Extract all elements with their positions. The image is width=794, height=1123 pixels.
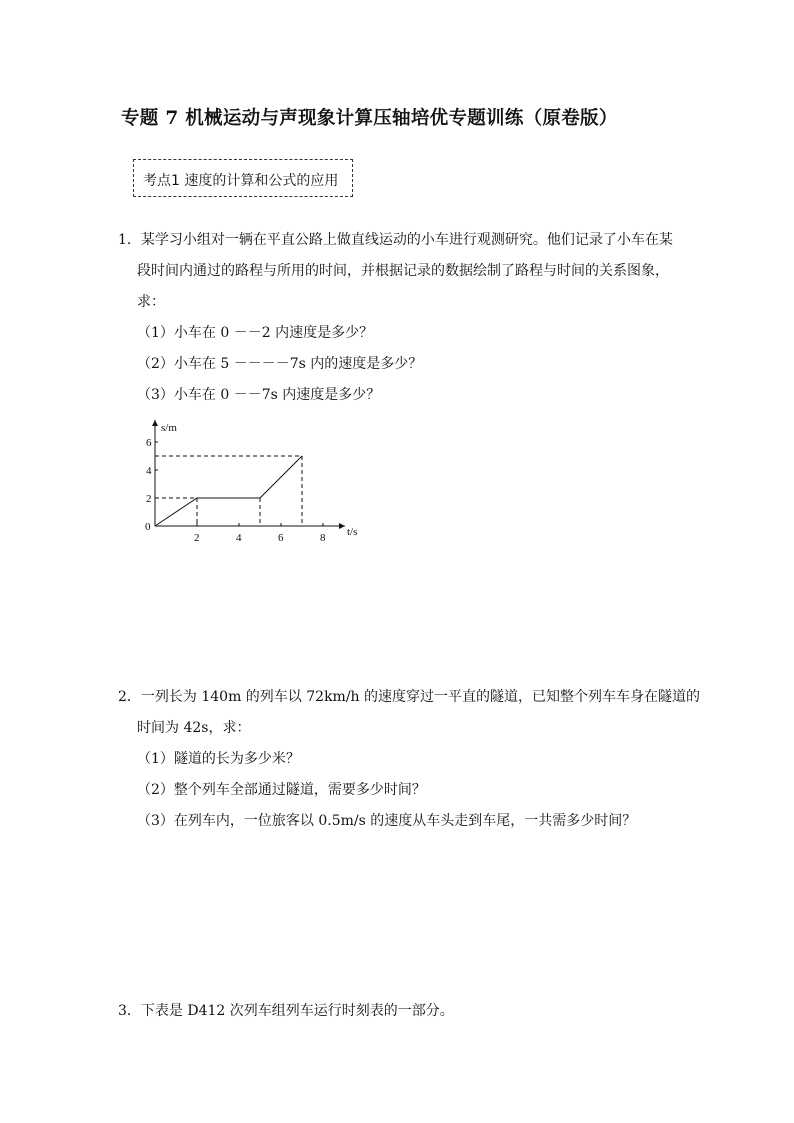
distance-time-graph [140,412,380,547]
q2-line2: 时间为 42s，求： [137,720,251,736]
q1-line2: 段时间内通过的路程与所用的时间，并根据记录的数据绘制了路程与时间的关系图象， [137,263,669,279]
series-line [155,456,302,526]
q1-sub2: （2）小车在 5 －－－－7s 内的速度是多少？ [137,356,423,372]
y-tick-label-2: 2 [146,493,152,505]
section-label: 考点1 速度的计算和公式的应用 [143,173,339,189]
q1-line3: 求： [137,294,165,310]
q2-sub2: （2）整个列车全部通过隧道，需要多少时间？ [137,782,426,798]
q3-line1: 3．下表是 D412 次列车组列车运行时刻表的一部分。 [118,1003,454,1019]
q2-line1: 2．一列长为 140m 的列车以 72km/h 的速度穿过一平直的隧道，已知整个列车车身在隧道的 [118,689,701,705]
x-tick-label-8: 8 [320,532,326,544]
x-tick-label-6: 6 [278,532,284,544]
x-tick-label-2: 2 [194,532,200,544]
q1-sub3: （3）小车在 0 －－7s 内速度是多少？ [137,387,381,403]
page-title: 专题 7 机械运动与声现象计算压轴培优专题训练（原卷版） [121,108,618,129]
y-tick-label-6: 6 [146,437,152,449]
q1-sub1: （1）小车在 0 －－2 内速度是多少？ [137,325,374,341]
x-tick-label-4: 4 [236,532,242,544]
section-box [133,159,353,197]
y-tick-label-4: 4 [146,465,152,477]
q1-line1: 1．某学习小组对一辆在平直公路上做直线运动的小车进行观测研究。他们记录了小车在某 [118,232,673,248]
y-axis-label: s/m [161,422,177,434]
q2-sub1: （1）隧道的长为多少米？ [137,751,300,767]
origin-label: 0 [145,521,151,533]
q2-sub3: （3）在列车内，一位旅客以 0.5m/s 的速度从车头走到车尾，一共需多少时间？ [137,813,637,829]
x-axis-label: t/s [347,526,358,538]
